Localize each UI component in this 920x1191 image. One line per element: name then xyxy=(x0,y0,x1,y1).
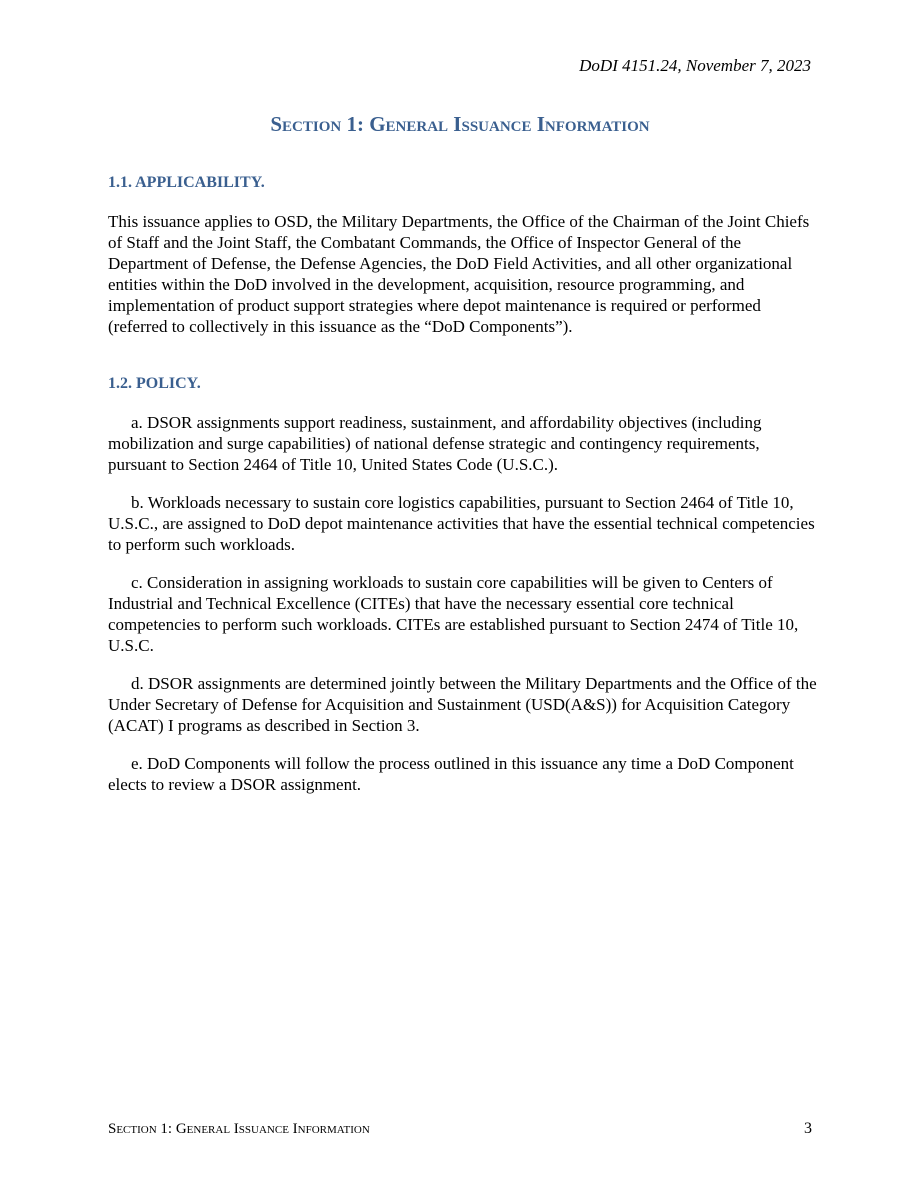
policy-paragraph-e: e. DoD Components will follow the process outlined in this issuance any time a DoD Component elects to review a DSOR assignment. xyxy=(108,754,794,794)
policy-paragraph-b: b. Workloads necessary to sustain core logistics capabilities, pursuant to Section 2464 of Title 10, U.S.C., are assigned to DoD depot maintenance activities that have the essential technical competencies to perform such workloads. xyxy=(108,493,815,554)
heading-policy: 1.2. POLICY. xyxy=(108,375,201,392)
policy-paragraph-d: d. DSOR assignments are determined jointly between the Military Departments and the Office of the Under Secretary of Defense for Acquisition and Sustainment (USD(A&S)) for Acquisition Category (ACAT) I programs as described in Section 3. xyxy=(108,674,817,735)
applicability-paragraph: This issuance applies to OSD, the Military Departments, the Office of the Chairman of the Joint Chiefs of Staff and the Joint Staff, the Combatant Commands, the Office of Inspector General of the Department of Defense, the Defense Agencies, the DoD Field Activities, and all other organizational entities within the DoD involved in the development, acquisition, resource programming, and implementation of product support strategies where depot maintenance is required or performed (referred to collectively in this issuance as the “DoD Components”). xyxy=(108,212,810,336)
policy-paragraph-a: a. DSOR assignments support readiness, sustainment, and affordability objectives (including mobilization and surge capabilities) of national defense strategic and contingency requirements, pursuant to Section 2464 of Title 10, United States Code (U.S.C.). xyxy=(108,413,762,474)
document-reference: DoDI 4151.24, November 7, 2023 xyxy=(579,56,811,75)
page-footer xyxy=(108,1118,812,1140)
page-number: 3 xyxy=(804,1120,812,1137)
policy-paragraph-c: c. Consideration in assigning workloads to sustain core capabilities will be given to Centers of Industrial and Technical Excellence (CITEs) that have the necessary essential core technical competencies to perform such workloads. CITEs are established pursuant to Section 2474 of Title 10, U.S.C. xyxy=(108,573,799,655)
section-title: Section 1: General Issuance Information xyxy=(270,112,650,136)
heading-applicability: 1.1. APPLICABILITY. xyxy=(108,174,265,191)
document-body xyxy=(108,172,818,795)
footer-section-label: Section 1: General Issuance Information xyxy=(108,1121,370,1137)
